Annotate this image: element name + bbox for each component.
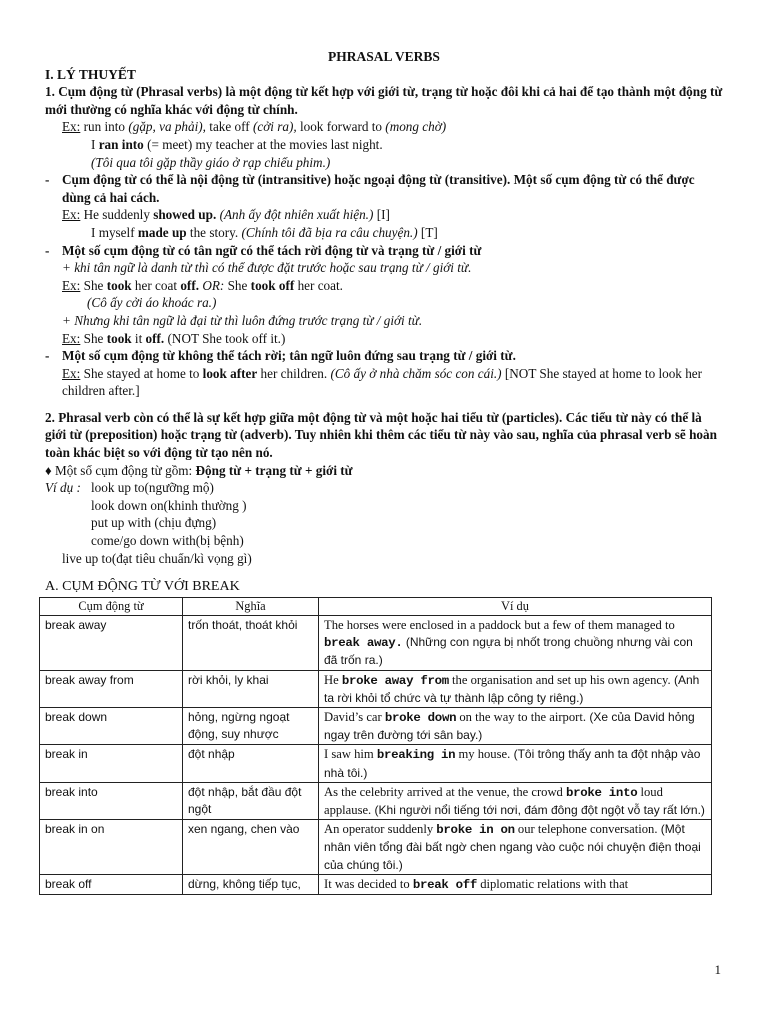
- example-phrasal-verb: break off: [412, 877, 478, 892]
- example-text: the organisation and set up his own agency.: [448, 672, 671, 687]
- example-text: loud applause.: [324, 784, 663, 818]
- example-translation: (Xe của David hỏng ngay trên đường tới sân bay.): [324, 710, 695, 743]
- cell-phrasal-verb: break away from: [40, 670, 183, 707]
- table-row: [40, 708, 712, 745]
- example-phrasal-verb: breaking in: [376, 748, 456, 763]
- rule-separable: - Một số cụm động từ có tân ngữ có thể tách rời động từ và trạng từ / giới từ: [45, 242, 482, 258]
- example-item: put up with (chịu đựng): [91, 515, 217, 531]
- paragraph-1: 1. Cụm động từ (Phrasal verbs) là một động từ kết hợp với giới từ, trạng từ hoặc đôi khi cả hai để tạo thành một động từ mới thường có nghĩa khác với động từ chính.: [45, 84, 723, 117]
- example-4: Ex: She took it off. (NOT She took off it.): [62, 330, 286, 346]
- examples-list: [45, 479, 723, 567]
- example-translation: (Những con ngựa bị nhốt trong chuồng nhưng vài con đã trốn ra.): [324, 635, 693, 668]
- example-3: Ex: She took her coat off. OR: She took off her coat.: [62, 277, 343, 293]
- paragraph-2: 2. Phrasal verb còn có thể là sự kết hợp giữa một động từ và một hoặc hai tiểu từ (particles). Các tiểu từ này có thể là giới từ (preposition) hoặc trạng từ (adverb). Tuy nhiên khi thêm các tiểu từ này vào sau, nghĩa của phrasal verb sẽ hoàn toàn khác biệt so với động từ tạo nên nó.: [45, 409, 717, 461]
- cell-example: [319, 616, 712, 671]
- example-text: I saw him: [324, 747, 377, 762]
- examples-label: Ví dụ :: [45, 480, 81, 496]
- example-phrasal-verb: broke down: [384, 711, 457, 726]
- cell-meaning: đột nhập: [183, 745, 319, 782]
- example-text: As the celebrity arrived at the venue, the crowd: [324, 784, 566, 799]
- page-number: 1: [714, 962, 721, 977]
- cell-phrasal-verb: break into: [40, 782, 183, 819]
- cell-meaning: đột nhập, bắt đầu đột ngột: [183, 782, 319, 819]
- document-page: [45, 48, 723, 895]
- table-row: [40, 782, 712, 819]
- example-item: look down on(khinh thường ): [91, 497, 247, 513]
- example-item: look up to(ngưỡng mộ): [91, 480, 214, 496]
- cell-phrasal-verb: break in: [40, 745, 183, 782]
- example-text: on the way to the airport.: [456, 710, 586, 725]
- bullet-structure: ♦ Một số cụm động từ gồm: Động từ + trạng từ + giới từ: [45, 462, 353, 478]
- cell-phrasal-verb: break away: [40, 616, 183, 671]
- example-phrasal-verb: broke into: [565, 785, 638, 800]
- example-text: An operator suddenly: [324, 822, 437, 837]
- table-row: [40, 820, 712, 875]
- cell-example: [319, 782, 712, 819]
- example-item: come/go down with(bị bệnh): [91, 533, 244, 549]
- example-phrasal-verb: break away.: [324, 636, 403, 651]
- section-heading-break: A. CỤM ĐỘNG TỪ VỚI BREAK: [45, 579, 240, 595]
- column-header: Nghĩa: [183, 597, 319, 615]
- example-translation: (Khi người nổi tiếng tới nơi, đám đông đột ngột vỗ tay rất lớn.): [371, 803, 705, 818]
- table-header-row: [40, 597, 712, 615]
- cell-phrasal-verb: break off: [40, 874, 183, 894]
- cell-meaning: dừng, không tiếp tục,: [183, 874, 319, 894]
- example-text: He: [324, 672, 342, 687]
- cell-meaning: rời khỏi, ly khai: [183, 670, 319, 707]
- rule-intransitive-transitive: - Cụm động từ có thể là nội động từ (intransitive) hoặc ngoại động từ (transitive). Một số cụm động từ có thể được dùng cả hai cách.: [45, 172, 695, 205]
- table-row: [40, 616, 712, 671]
- table-row: [40, 745, 712, 782]
- example-text: our telephone conversation.: [514, 822, 658, 837]
- example-text: It was decided to: [324, 876, 413, 891]
- example-phrasal-verb: broke away from: [341, 673, 449, 688]
- example-5: Ex: She stayed at home to look after her children. (Cô ấy ở nhà chăm sóc con cái.) [NOT She stayed at home to look her children after.]: [62, 365, 703, 399]
- page-title: PHRASAL VERBS: [328, 49, 440, 64]
- example-item: live up to(đạt tiêu chuẩn/kì vọng gì): [62, 550, 252, 566]
- example-1: Ex: run into (gặp, va phải), take off (cởi ra), look forward to (mong chờ): [62, 119, 447, 135]
- table-row: [40, 670, 712, 707]
- section-heading-theory: I. LÝ THUYẾT: [45, 66, 136, 82]
- example-translation: (Anh ta rời khỏi tổ chức và tự thành lập công ty riêng.): [324, 672, 700, 705]
- cell-phrasal-verb: break down: [40, 708, 183, 745]
- example-1-sentence: I ran into (= meet) my teacher at the movies last night.: [91, 136, 383, 152]
- cell-meaning: trốn thoát, thoát khỏi: [183, 616, 319, 671]
- cell-example: [319, 670, 712, 707]
- example-3-translation: (Cô ấy cởi áo khoác ra.): [87, 295, 217, 311]
- cell-phrasal-verb: break in on: [40, 820, 183, 875]
- column-header: Cụm động từ: [40, 597, 183, 615]
- example-1-translation: (Tôi qua tôi gặp thầy giáo ở rạp chiếu phim.): [91, 154, 331, 170]
- rule-inseparable: - Một số cụm động từ không thể tách rời; tân ngữ luôn đứng sau trạng từ / giới từ.: [45, 348, 516, 364]
- example-text: diplomatic relations with that: [477, 876, 629, 891]
- example-translation: (Tôi trông thấy anh ta đột nhập vào nhà tôi.): [324, 747, 701, 780]
- table-row: [40, 874, 712, 894]
- example-translation: (Một nhân viên tổng đài bất ngờ chen ngang vào cuộc nói chuyện điện thoại của chúng tôi.): [324, 822, 701, 872]
- cell-meaning: xen ngang, chen vào: [183, 820, 319, 875]
- example-2a: Ex: He suddenly showed up. (Anh ấy đột nhiên xuất hiện.) [I]: [62, 207, 390, 223]
- column-header: Ví dụ: [319, 597, 712, 615]
- example-phrasal-verb: broke in on: [436, 823, 515, 838]
- cell-example: [319, 745, 712, 782]
- example-text: David’s car: [324, 710, 385, 725]
- cell-example: [319, 820, 712, 875]
- rule-noun-object: + khi tân ngữ là danh từ thì có thể được đặt trước hoặc sau trạng từ / giới từ.: [62, 260, 472, 276]
- example-text: The horses were enclosed in a paddock but a few of them managed to: [324, 618, 675, 633]
- cell-meaning: hỏng, ngừng ngoạt động, suy nhược: [183, 708, 319, 745]
- cell-example: [319, 708, 712, 745]
- cell-example: [319, 874, 712, 894]
- rule-pronoun-object: + Nhưng khi tân ngữ là đại từ thì luôn đứng trước trạng từ / giới từ.: [62, 312, 423, 328]
- example-text: my house.: [455, 747, 511, 762]
- phrasal-verb-table: [39, 597, 712, 895]
- example-2b: I myself made up the story. (Chính tôi đã bịa ra câu chuyện.) [T]: [91, 224, 438, 240]
